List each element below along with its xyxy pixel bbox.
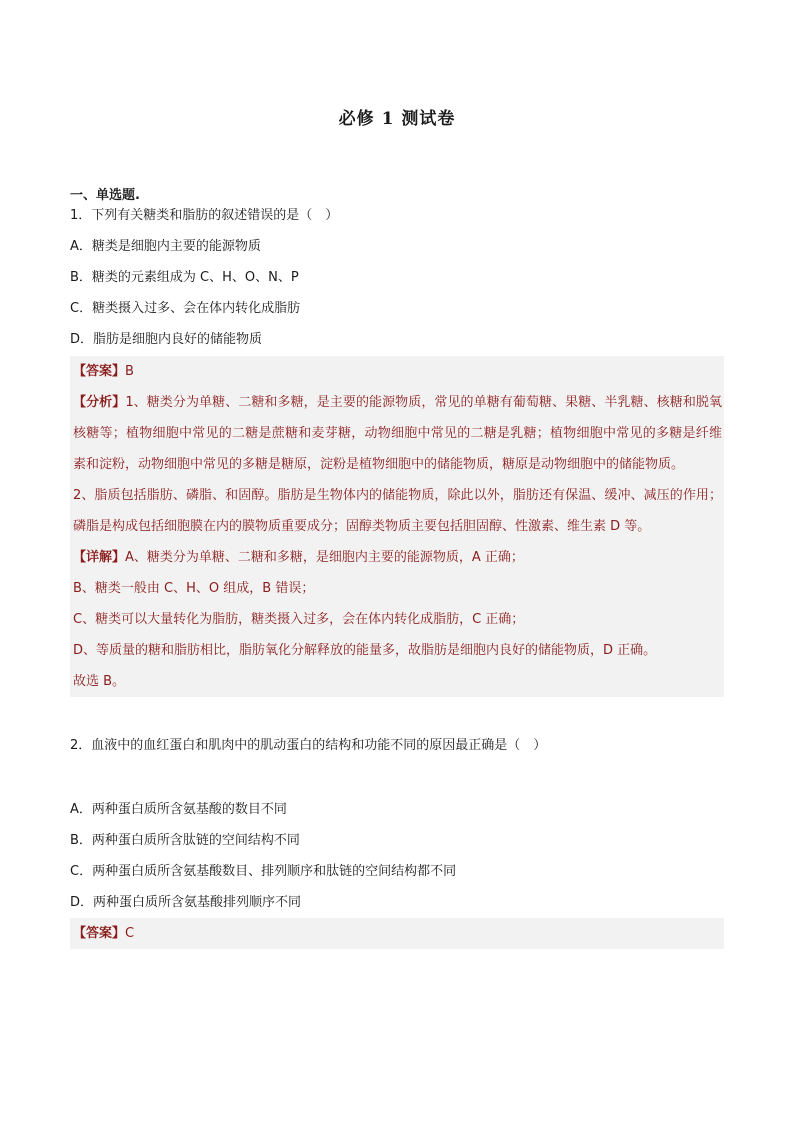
question-stem: 1．下列有关糖类和脂肪的叙述错误的是（ ） [70, 208, 339, 223]
answer-tag: 【答案】 [73, 926, 126, 941]
answer-box-2 [70, 918, 724, 949]
option-d: D．两种蛋白质所含氨基酸排列顺序不同 [70, 895, 302, 910]
option-a: A．糖类是细胞内主要的能源物质 [70, 239, 261, 254]
option-b: B．两种蛋白质所含肽链的空间结构不同 [70, 833, 300, 848]
option-d: D．脂肪是细胞内良好的储能物质 [70, 332, 263, 347]
answer-tag: 【答案】 [73, 364, 126, 379]
detail-line-b: B、糖类一般由 C、H、O 组成，B 错误； [73, 581, 315, 596]
answer-value: B [125, 364, 134, 379]
option-c: C．糖类摄入过多、会在体内转化成脂肪 [70, 301, 301, 316]
page-title: 必修 1 测试卷 [338, 109, 456, 129]
detail-line-c: C、糖类可以大量转化为脂肪，糖类摄入过多，会在体内转化成脂肪，C 正确； [73, 612, 525, 627]
analysis-paragraph-2: 2、脂质包括脂肪、磷脂、和固醇。脂肪是生物体内的储能物质，除此以外，脂肪还有保温、缓冲、减压的作用；磷脂是构成包括细胞膜在内的膜物质重要成分；固醇类物质主要包括胆固醇、性激素、维生素 D 等。 [73, 488, 722, 534]
detail-line-a [70, 542, 724, 573]
answer-explanation-box [70, 356, 724, 697]
section-heading: 一、单选题. [70, 188, 140, 203]
detail-text-a: A、糖类分为单糖、二糖和多糖，是细胞内主要的能源物质，A 正确； [125, 550, 524, 565]
question-1 [70, 200, 724, 355]
option-a: A．两种蛋白质所含氨基酸的数目不同 [70, 802, 287, 817]
analysis-text-1: 1、糖类分为单糖、二糖和多糖，是主要的能源物质，常见的单糖有葡萄糖、果糖、半乳糖、核糖和脱氧核糖等；植物细胞中常见的二糖是蔗糖和麦芽糖，动物细胞中常见的二糖是乳糖；植物细胞中常见的多糖是纤维素和淀粉，动物细胞中常见的多糖是糖原，淀粉是植物细胞中的储能物质，糖原是动物细胞中的储能物质。 [73, 395, 722, 472]
analysis-tag: 【分析】 [73, 395, 126, 410]
option-b: B．糖类的元素组成为 C、H、O、N、P [70, 270, 299, 285]
detail-line-d: D、等质量的糖和脂肪相比，脂肪氧化分解释放的能量多，故脂肪是细胞内良好的储能物质，D 正确。 [73, 643, 657, 658]
answer-line [70, 356, 724, 387]
analysis-paragraph-1 [70, 387, 724, 480]
answer-value: C [125, 926, 135, 941]
question-2-options [70, 794, 724, 918]
question-stem: 2．血液中的血红蛋白和肌肉中的肌动蛋白的结构和功能不同的原因最正确是（ ） [70, 738, 547, 753]
conclusion-line: 故选 B。 [73, 674, 126, 689]
question-2 [70, 730, 724, 761]
detail-tag: 【详解】 [73, 550, 126, 565]
answer-line [70, 918, 724, 949]
option-c: C．两种蛋白质所含氨基酸数目、排列顺序和肽链的空间结构都不同 [70, 864, 457, 879]
